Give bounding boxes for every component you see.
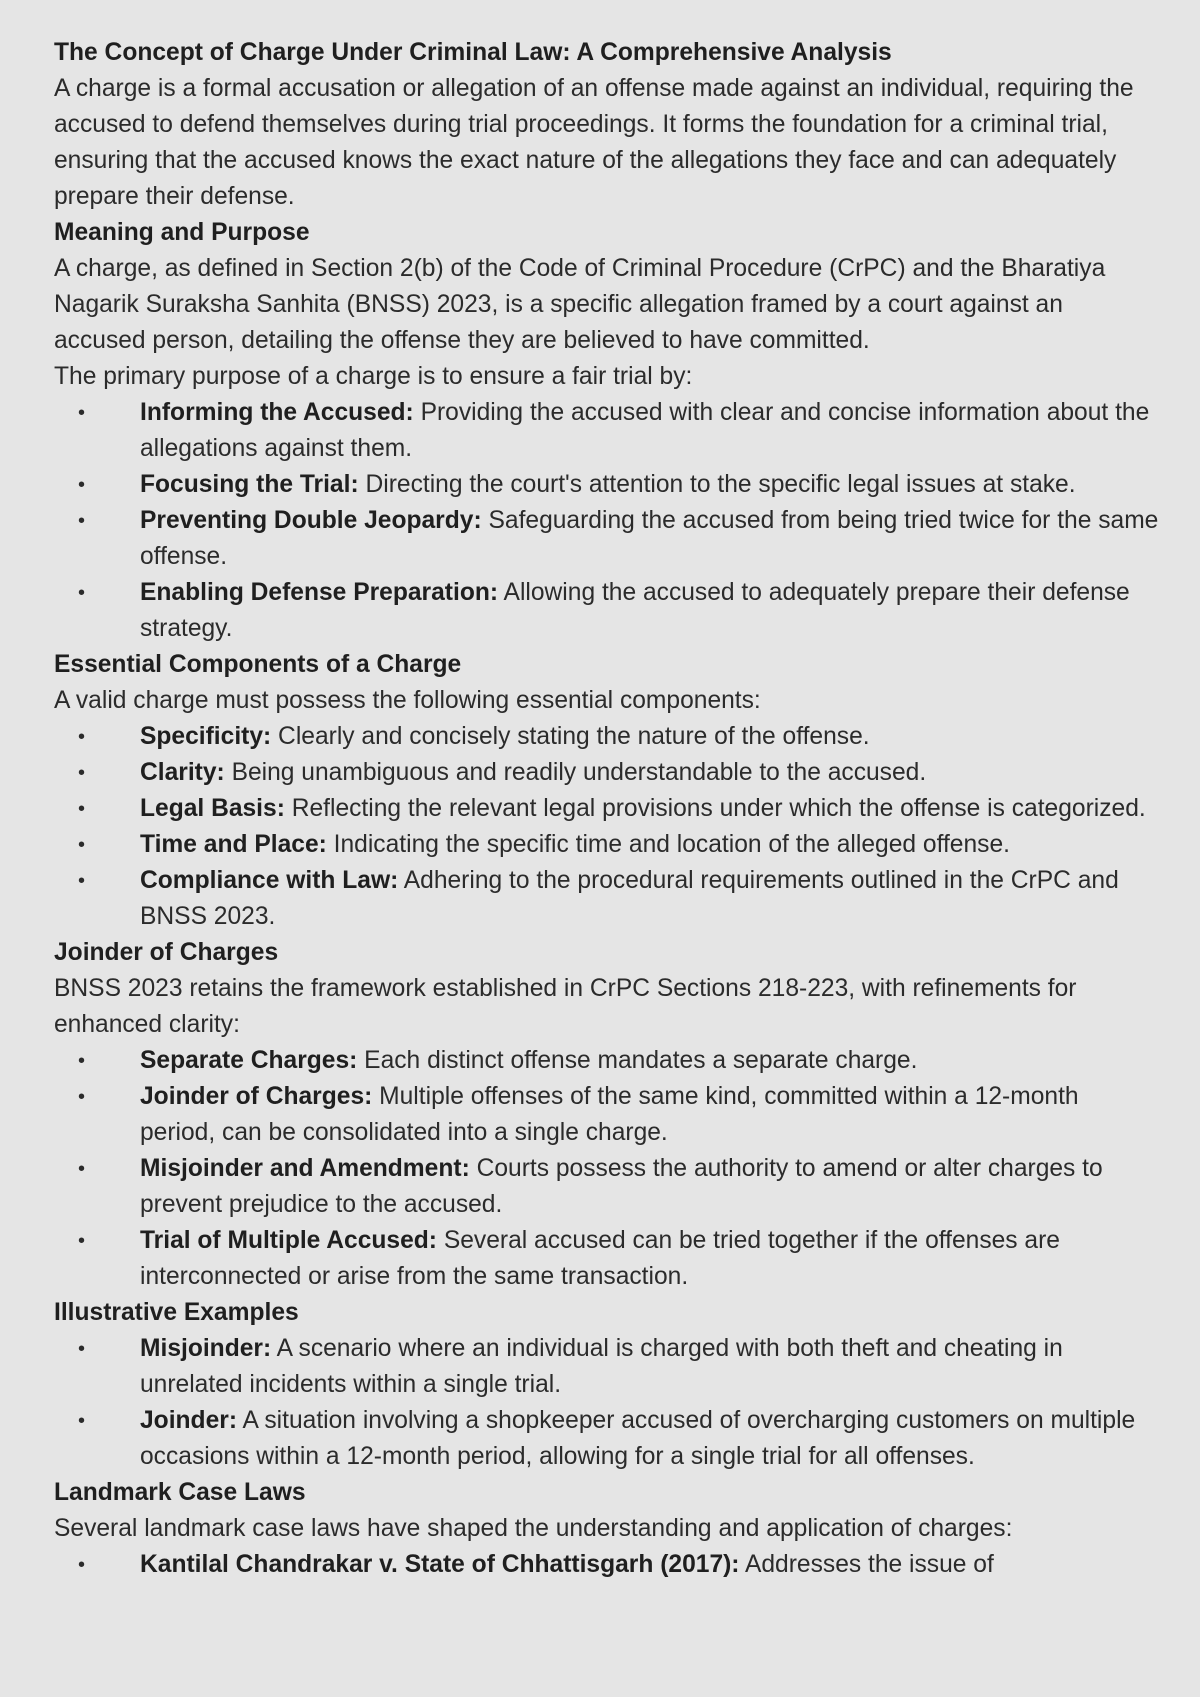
list-item-text: Adhering to the procedural requirements outlined in the CrPC and BNSS 2023. [140,867,1119,930]
list-item [54,503,1160,575]
list-item-text: Each distinct offense mandates a separate charge. [357,1047,918,1074]
list-item [54,1151,1160,1223]
joinder-list [54,1043,1160,1295]
list-item [54,827,1160,863]
intro-paragraph: A charge is a formal accusation or allegation of an offense made against an individual, requiring the accused to defend themselves during trial proceedings. It forms the foundation for a criminal trial, ensuring that the accused knows the exact nature of the allegations they face and can adequately prepare their defense. [54,75,1134,210]
list-item-text: A scenario where an individual is charged with both theft and cheating in unrelated incidents within a single trial. [140,1335,1063,1398]
list-item-term: Misjoinder: [140,1335,272,1362]
list-item-text: Several accused can be tried together if the offenses are interconnected or arise from the same transaction. [140,1227,1060,1290]
list-item-term: Informing the Accused: [140,399,414,426]
list-item [54,467,1160,503]
list-item-term: Trial of Multiple Accused: [140,1227,437,1254]
list-item-text: Being unambiguous and readily understandable to the accused. [224,759,927,786]
list-item [54,1331,1160,1403]
list-item-text: Directing the court's attention to the specific legal issues at stake. [358,471,1076,498]
list-item [54,575,1160,647]
list-item-term: Focusing the Trial: [140,471,359,498]
cases-paragraph: Several landmark case laws have shaped the understanding and application of charges: [54,1515,1013,1542]
list-item-text: Safeguarding the accused from being tried twice for the same offense. [140,507,1159,570]
list-item-term: Time and Place: [140,831,327,858]
list-item [54,1223,1160,1295]
list-item-text: Allowing the accused to adequately prepare their defense strategy. [140,579,1130,642]
list-item-term: Kantilal Chandrakar v. State of Chhattisgarh (2017): [140,1551,740,1578]
list-item [54,1547,1160,1583]
meaning-paragraph: A charge, as defined in Section 2(b) of the Code of Criminal Procedure (CrPC) and the Bharatiya Nagarik Suraksha Sanhita (BNSS) 2023, is a specific allegation framed by a court against an accused person, detailing the offense they are believed to have committed. [54,255,1106,354]
list-item-text: Reflecting the relevant legal provisions under which the offense is categorized. [284,795,1146,822]
list-item-text: Addresses the issue of [739,1551,994,1578]
list-item [54,395,1160,467]
section-heading-examples: Illustrative Examples [54,1299,299,1326]
list-item-term: Specificity: [140,723,272,750]
list-item-text: Courts possess the authority to amend or alter charges to prevent prejudice to the accused. [140,1155,1103,1218]
list-item [54,863,1160,935]
section-heading-components: Essential Components of a Charge [54,651,462,678]
list-item-term: Preventing Double Jeopardy: [140,507,482,534]
list-item-text: Indicating the specific time and location of the alleged offense. [326,831,1010,858]
list-item [54,1403,1160,1475]
document-title: The Concept of Charge Under Criminal Law: A Comprehensive Analysis [54,39,892,66]
list-item-term: Joinder of Charges: [140,1083,373,1110]
list-item [54,719,1160,755]
list-item-term: Enabling Defense Preparation: [140,579,499,606]
section-heading-joinder: Joinder of Charges [54,939,279,966]
list-item-text: Providing the accused with clear and concise information about the allegations against them. [140,399,1150,462]
list-item-text: Multiple offenses of the same kind, committed within a 12-month period, can be consolidated into a single charge. [140,1083,1079,1146]
list-item [54,1043,1160,1079]
list-item-term: Joinder: [140,1407,238,1434]
components-list [54,719,1160,935]
list-item-term: Misjoinder and Amendment: [140,1155,470,1182]
purpose-list [54,395,1160,647]
joinder-paragraph: BNSS 2023 retains the framework established in CrPC Sections 218-223, with refinements for enhanced clarity: [54,975,1077,1038]
list-item [54,755,1160,791]
list-item [54,1079,1160,1151]
list-item-text: A situation involving a shopkeeper accused of overcharging customers on multiple occasions within a 12-month period, allowing for a single trial for all offenses. [140,1407,1136,1470]
components-paragraph: A valid charge must possess the following essential components: [54,687,761,714]
cases-list [54,1547,1160,1583]
list-item-term: Separate Charges: [140,1047,358,1074]
list-item-text: Clearly and concisely stating the nature of the offense. [271,723,870,750]
list-item-term: Legal Basis: [140,795,285,822]
section-heading-cases: Landmark Case Laws [54,1479,306,1506]
examples-list [54,1331,1160,1475]
list-item-term: Clarity: [140,759,225,786]
list-item [54,791,1160,827]
purpose-paragraph: The primary purpose of a charge is to ensure a fair trial by: [54,363,693,390]
list-item-term: Compliance with Law: [140,867,399,894]
section-heading-meaning: Meaning and Purpose [54,219,310,246]
